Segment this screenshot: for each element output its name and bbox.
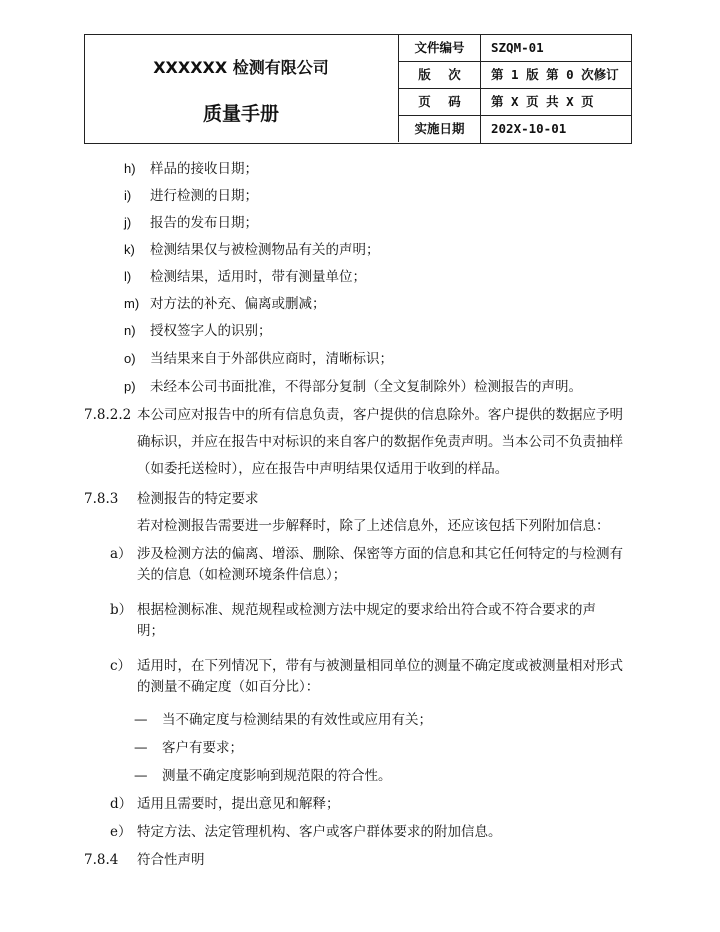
list-item [124, 322, 272, 340]
list-marker: l) [124, 269, 132, 284]
paragraph-line: 根据检测标准、规范规程或检测方法中规定的要求给出符合或不符合要求的声 [137, 602, 596, 618]
paragraph-line: 确标识，并应在报告中对标识的来自客户的数据作免责声明。当本公司不负责抽样 [137, 434, 623, 450]
list-text: 对方法的补充、偏离或删减； [150, 296, 326, 312]
list-text: 检测结果仅与被检测物品有关的声明； [150, 242, 380, 258]
list-item [124, 241, 380, 259]
section-number: 7.8.2.2 [84, 407, 132, 423]
list-item [124, 268, 366, 286]
list-item [124, 187, 258, 205]
list-marker: m) [124, 296, 140, 311]
section-title: 检测报告的特定要求 [137, 491, 259, 507]
section-number: 7.8.3 [84, 491, 119, 507]
page-value: 第 X 页 共 X 页 [491, 94, 594, 109]
list-marker: b） [110, 602, 133, 618]
list-marker: k) [124, 242, 135, 257]
list-item [124, 350, 393, 368]
list-text: 报告的发布日期； [150, 215, 258, 231]
list-item [124, 214, 258, 232]
list-text: 进行检测的日期； [150, 188, 258, 204]
header-row-edition [399, 62, 631, 89]
dash-marker: — [134, 768, 148, 784]
list-item [124, 160, 258, 178]
header-row-date [399, 116, 631, 143]
section-number: 7.8.4 [84, 852, 119, 868]
date-value: 202X-10-01 [491, 121, 567, 136]
company-name: XXXXXX 检测有限公司 [153, 58, 329, 77]
list-marker: a） [110, 546, 132, 562]
list-text: 样品的接收日期； [150, 161, 258, 177]
header-row-doc-number [399, 35, 631, 62]
list-item [124, 378, 582, 396]
paragraph-line: 本公司应对报告中的所有信息负责，客户提供的信息除外。客户提供的数据应予明 [137, 407, 623, 423]
list-marker: j) [124, 215, 132, 230]
paragraph-line: （如委托送检时），应在报告中声明结果仅适用于收到的样品。 [137, 461, 509, 477]
dash-marker: — [134, 740, 148, 756]
paragraph-line: 当不确定度与检测结果的有效性或应用有关； [162, 712, 432, 728]
list-marker: n) [124, 323, 136, 338]
paragraph-line: 关的信息（如检测环境条件信息）； [137, 567, 347, 583]
paragraph-line: 若对检测报告需要进一步解释时，除了上述信息外，还应该包括下列附加信息： [137, 518, 610, 534]
paragraph-line: 适用且需要时，提出意见和解释； [137, 796, 340, 812]
paragraph-line: 的测量不确定度（如百分比）： [137, 679, 320, 695]
edition-value: 第 1 版 第 0 次修订 [491, 67, 619, 82]
edition-label: 版 次 [399, 62, 481, 88]
date-label: 实施日期 [399, 116, 481, 143]
paragraph-line: 明； [137, 623, 164, 639]
manual-title: 质量手册 [202, 103, 279, 125]
list-text: 检测结果，适用时，带有测量单位； [150, 269, 366, 285]
list-item [124, 295, 326, 313]
list-text: 授权签字人的识别； [150, 323, 272, 339]
list-marker: h) [124, 161, 136, 176]
section-title: 符合性声明 [137, 852, 205, 868]
list-marker: o) [124, 351, 136, 366]
paragraph-line: 适用时，在下列情况下，带有与被测量相同单位的测量不确定度或被测量相对形式 [137, 658, 623, 674]
doc-number-value: SZQM-01 [491, 40, 544, 55]
list-text: 当结果来自于外部供应商时，清晰标识； [150, 351, 393, 367]
list-marker: d） [110, 796, 133, 812]
paragraph-line: 涉及检测方法的偏离、增添、删除、保密等方面的信息和其它任何特定的与检测有 [137, 546, 623, 562]
document-header-table [84, 34, 632, 144]
page-label: 页 码 [399, 89, 481, 115]
paragraph-line: 特定方法、法定管理机构、客户或客户群体要求的附加信息。 [137, 824, 502, 840]
paragraph-line: 客户有要求； [162, 740, 243, 756]
header-left-cell [85, 35, 399, 142]
doc-number-label: 文件编号 [399, 35, 481, 61]
header-row-page [399, 89, 631, 116]
list-marker: e） [110, 824, 132, 840]
paragraph-line: 测量不确定度影响到规范限的符合性。 [162, 768, 392, 784]
dash-marker: — [134, 712, 148, 728]
list-text: 未经本公司书面批准，不得部分复制（全文复制除外）检测报告的声明。 [150, 379, 582, 395]
list-marker: c） [110, 658, 132, 674]
list-marker: i) [124, 188, 132, 203]
list-marker: p) [124, 379, 136, 394]
